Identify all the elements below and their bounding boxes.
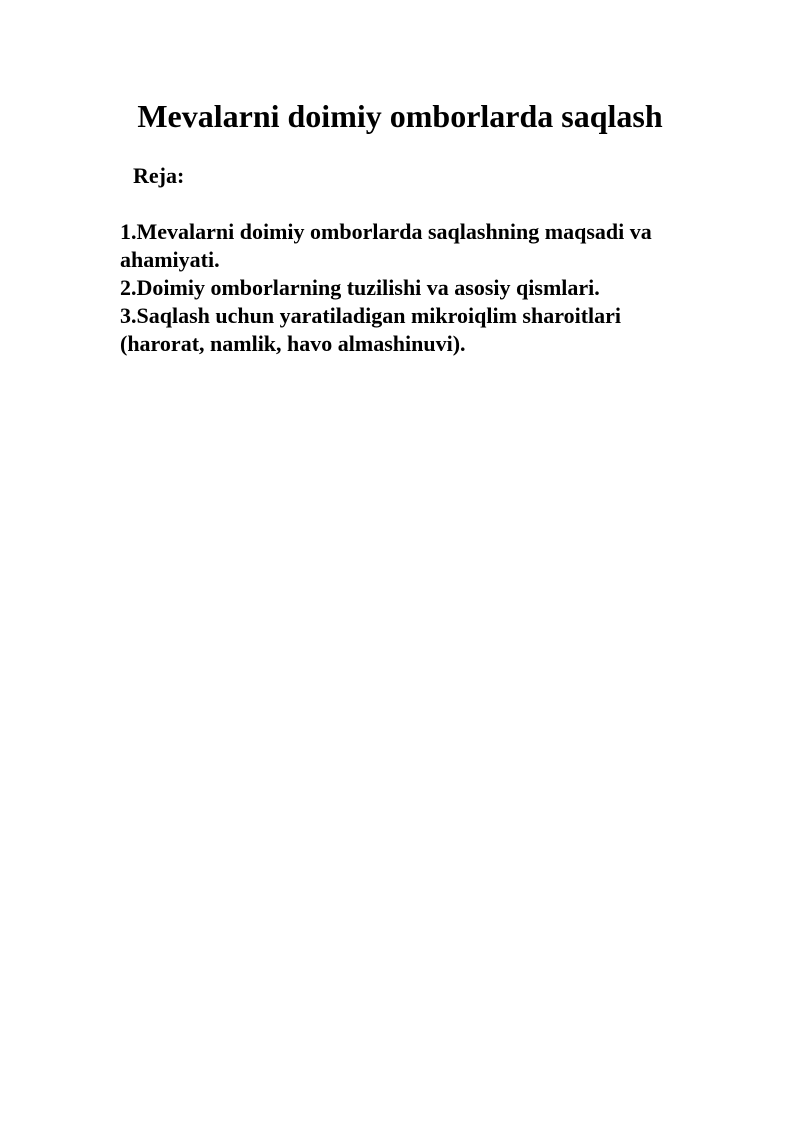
plan-item: 1.Mevalarni doimiy omborlarda saqlashning maqsadi va ahamiyati. xyxy=(120,219,652,272)
plan-heading: Reja: xyxy=(133,163,185,188)
plan-list xyxy=(120,218,692,358)
page-title: Mevalarni doimiy omborlarda saqlash xyxy=(137,98,663,134)
plan-item: 2.Doimiy omborlarning tuzilishi va asosiy qismlari. xyxy=(120,275,600,300)
plan-item: 3.Saqlash uchun yaratiladigan mikroiqlim sharoitlari (harorat, namlik, havo almashinuvi). xyxy=(120,303,622,356)
